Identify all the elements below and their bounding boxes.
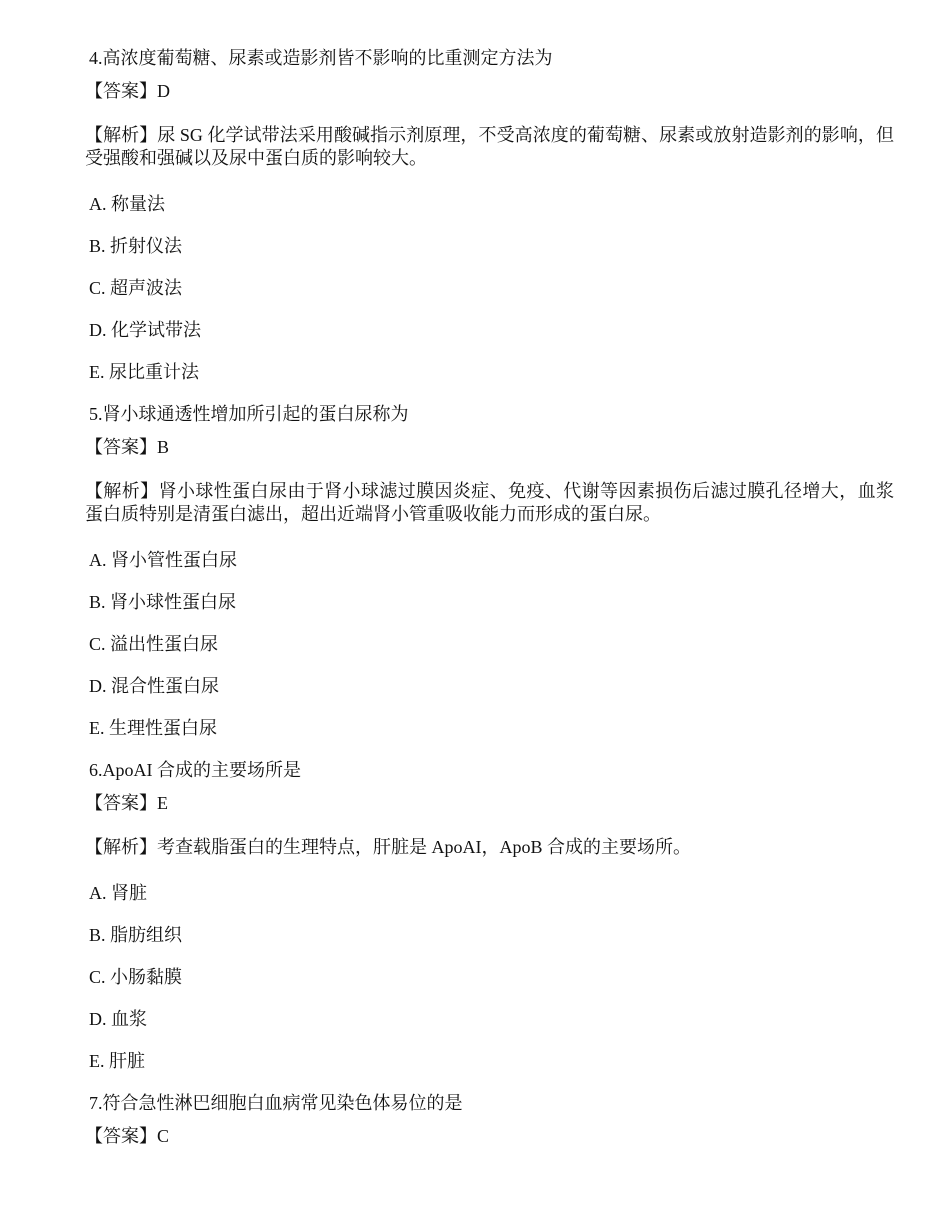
spacer: [89, 1073, 894, 1091]
option-a: A. 肾小管性蛋白尿: [89, 550, 237, 570]
question-6: [85, 758, 894, 1073]
analysis-paragraph: 【解析】肾小球性蛋白尿由于肾小球滤过膜因炎症、免疫、代谢等因素损伤后滤过膜孔径增大，血浆蛋白质特别是清蛋白滤出，超出近端肾小管重吸收能力而形成的蛋白尿。: [85, 481, 894, 524]
question-title: 7.符合急性淋巴细胞白血病常见染色体易位的是: [89, 1093, 463, 1113]
answer-line: 【答案】D: [85, 81, 170, 101]
options-list: [89, 548, 894, 740]
option-a: A. 称量法: [89, 194, 165, 214]
option-b: B. 肾小球性蛋白尿: [89, 592, 237, 612]
option-d: D. 血浆: [89, 1009, 147, 1029]
question-title: 5.肾小球通透性增加所引起的蛋白尿称为: [89, 404, 409, 424]
option-b: B. 脂肪组织: [89, 925, 183, 945]
spacer: [89, 384, 894, 402]
option-d: D. 混合性蛋白尿: [89, 676, 219, 696]
answer-line: 【答案】C: [85, 1126, 170, 1146]
question-title: 6.ApoAI 合成的主要场所是: [89, 760, 301, 780]
option-c: C. 溢出性蛋白尿: [89, 634, 219, 654]
option-e: E. 肝脏: [89, 1051, 145, 1071]
answer-line: 【答案】E: [85, 793, 168, 813]
option-b: B. 折射仪法: [89, 236, 183, 256]
answer-line: 【答案】B: [85, 437, 170, 457]
option-d: D. 化学试带法: [89, 320, 201, 340]
option-e: E. 生理性蛋白尿: [89, 718, 217, 738]
analysis-paragraph: 【解析】尿 SG 化学试带法采用酸碱指示剂原理，不受高浓度的葡萄糖、尿素或放射造影剂的影响，但受强酸和强碱以及尿中蛋白质的影响较大。: [85, 125, 894, 168]
question-5: [85, 402, 894, 740]
spacer: [89, 740, 894, 758]
option-a: A. 肾脏: [89, 883, 147, 903]
question-title: 4.高浓度葡萄糖、尿素或造影剂皆不影响的比重测定方法为: [89, 48, 553, 68]
option-c: C. 超声波法: [89, 278, 183, 298]
analysis-paragraph: 【解析】考查载脂蛋白的生理特点，肝脏是 ApoAI，ApoB 合成的主要场所。: [85, 837, 691, 857]
option-e: E. 尿比重计法: [89, 362, 199, 382]
options-list: [89, 881, 894, 1073]
question-4: [85, 46, 894, 384]
options-list: [89, 192, 894, 384]
option-c: C. 小肠黏膜: [89, 967, 183, 987]
question-7: [85, 1091, 894, 1148]
document-page: [85, 46, 894, 1148]
